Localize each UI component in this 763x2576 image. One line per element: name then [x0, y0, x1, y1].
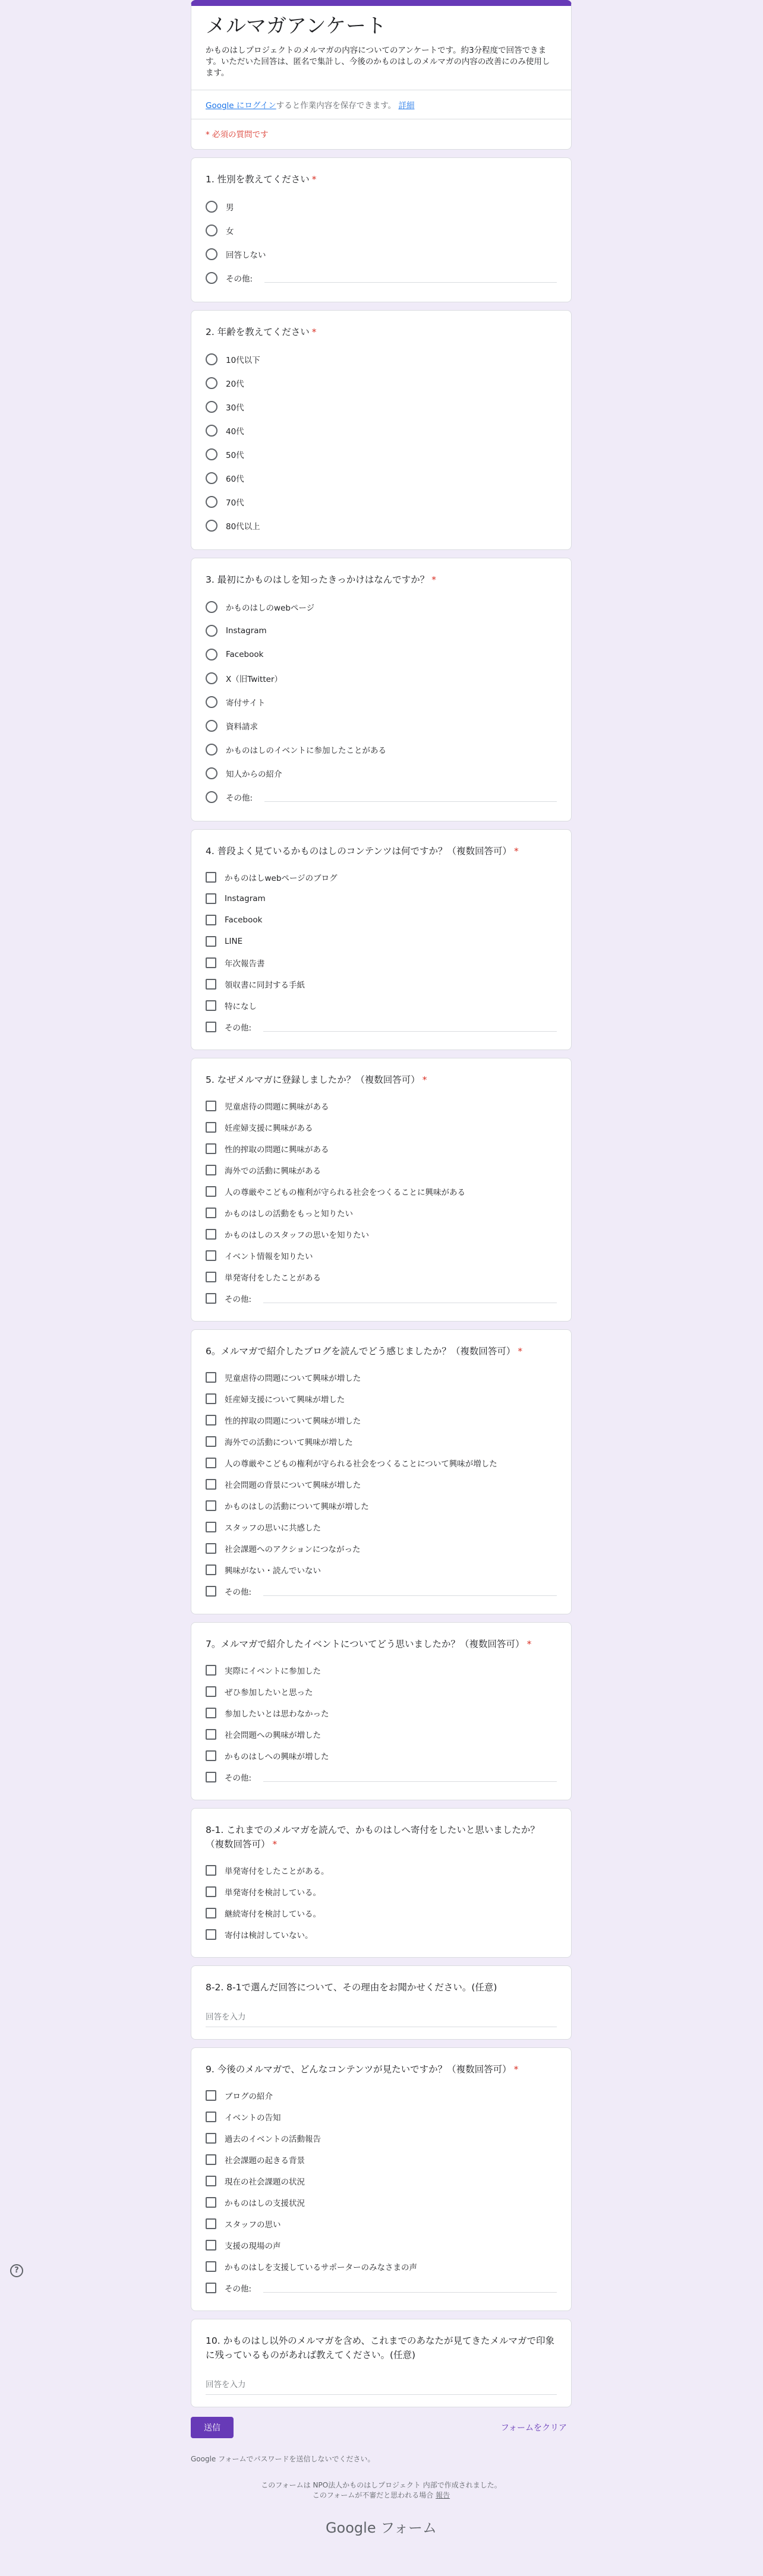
option-label: かものはしの支援状況 — [225, 2199, 305, 2208]
checkbox-option[interactable] — [206, 2149, 557, 2170]
option-label: かものはしを支援しているサポーターのみなさまの声 — [225, 2263, 417, 2272]
checkbox[interactable] — [206, 1436, 216, 1447]
checkbox[interactable] — [206, 1543, 216, 1554]
login-link[interactable]: Google にログイン — [206, 101, 276, 110]
radio-button[interactable] — [206, 201, 217, 213]
checkbox[interactable] — [206, 1908, 216, 1918]
option-label: 継続寄付を検討している。 — [225, 1910, 321, 1919]
radio-option[interactable] — [206, 514, 557, 538]
checkbox-option[interactable] — [206, 1367, 557, 1388]
checkbox-option[interactable] — [206, 1495, 557, 1516]
option-label: かものはしwebページのブログ — [225, 874, 338, 883]
option-label: その他: — [225, 1023, 252, 1033]
legal-notice — [191, 2480, 572, 2501]
checkbox-option[interactable] — [206, 1016, 557, 1038]
question-card — [191, 1808, 572, 1958]
option-label: 実際にイベントに参加した — [225, 1667, 321, 1676]
checkbox-option[interactable] — [206, 1581, 557, 1602]
option-label: その他: — [226, 274, 253, 284]
checkbox[interactable] — [206, 1250, 216, 1261]
required-asterisk: * — [422, 1074, 427, 1085]
option-label: 社会問題の背景について興味が増した — [225, 1481, 361, 1490]
required-asterisk: * — [513, 2064, 519, 2075]
option-label: 60代 — [226, 475, 244, 484]
checkbox-option[interactable] — [206, 909, 557, 931]
question-title — [206, 1980, 557, 1995]
checkbox-option[interactable] — [206, 1181, 557, 1202]
checkbox-option[interactable] — [206, 2106, 557, 2128]
option-label: 参加したいとは思わなかった — [225, 1709, 329, 1719]
required-asterisk: * — [431, 574, 436, 585]
other-text-input[interactable] — [263, 2283, 557, 2293]
option-label: 50代 — [226, 451, 244, 460]
form-title: メルマガアンケート — [206, 14, 386, 38]
checkbox-option[interactable] — [206, 1202, 557, 1224]
checkbox[interactable] — [206, 1022, 216, 1032]
answer-text-input[interactable]: 回答を入力 — [206, 2003, 557, 2027]
checkbox-option[interactable] — [206, 2085, 557, 2106]
checkbox[interactable] — [206, 979, 216, 990]
radio-button[interactable] — [206, 601, 217, 613]
checkbox[interactable] — [206, 936, 216, 947]
radio-button[interactable] — [206, 720, 217, 732]
legal-line-2 — [191, 2490, 572, 2501]
question-card — [191, 310, 572, 550]
option-label: 児童虐待の問題について興味が増した — [225, 1374, 361, 1383]
radio-button[interactable] — [206, 401, 217, 413]
option-label: 児童虐待の問題に興味がある — [225, 1102, 329, 1112]
required-asterisk: * — [311, 174, 317, 185]
required-asterisk: * — [518, 1346, 523, 1357]
radio-option[interactable] — [206, 466, 557, 490]
checkbox[interactable] — [206, 1229, 216, 1240]
option-label: 社会問題への興味が増した — [225, 1731, 321, 1740]
checkbox-option[interactable] — [206, 1660, 557, 1681]
radio-button[interactable] — [206, 496, 217, 508]
question-list — [191, 157, 572, 2407]
checkbox-option[interactable] — [206, 1224, 557, 1245]
radio-button[interactable] — [206, 272, 217, 284]
option-label: 20代 — [226, 380, 244, 389]
checkbox[interactable] — [206, 1729, 216, 1740]
question-title — [206, 1344, 557, 1358]
question-title — [206, 2334, 557, 2362]
login-detail-link[interactable]: 詳細 — [398, 101, 415, 110]
other-text-input[interactable] — [263, 1022, 557, 1032]
checkbox[interactable] — [206, 1564, 216, 1575]
option-label: 男 — [226, 203, 234, 213]
help-icon[interactable]: ? — [10, 2264, 23, 2277]
question-card — [191, 1622, 572, 1800]
option-label: かものはしへの興味が増した — [225, 1752, 329, 1762]
question-title-text: 6。メルマガで紹介したブログを読んでどう感じましたか？（複数回答可） — [206, 1346, 516, 1357]
option-label: かものはしのイベントに参加したことがある — [226, 746, 386, 756]
question-title — [206, 1073, 557, 1087]
radio-option[interactable] — [206, 419, 557, 442]
checkbox-option[interactable] — [206, 2277, 557, 2299]
legal-line-1: このフォームは NPO法人かものはしプロジェクト 内部で作成されました。 — [261, 2481, 502, 2489]
option-label: その他: — [225, 2284, 252, 2294]
option-label: X（旧Twitter） — [226, 675, 282, 684]
checkbox-option[interactable] — [206, 1681, 557, 1702]
answer-text-input[interactable]: 回答を入力 — [206, 2370, 557, 2395]
question-title-text: 3. 最初にかものはしを知ったきっかけはなんですか？ — [206, 574, 430, 585]
checkbox[interactable] — [206, 1372, 216, 1383]
required-asterisk: * — [272, 1839, 278, 1850]
checkbox[interactable] — [206, 2112, 216, 2122]
option-label: 単発寄付をしたことがある。 — [225, 1867, 329, 1876]
question-title-text: 1. 性別を教えてください — [206, 174, 310, 185]
radio-button[interactable] — [206, 377, 217, 389]
required-note: * 必須の質問です — [206, 130, 269, 140]
option-label: かものはしのスタッフの思いを知りたい — [225, 1231, 369, 1240]
option-label: 性的搾取の問題に興味がある — [225, 1145, 329, 1155]
checkbox-option[interactable] — [206, 1702, 557, 1724]
checkbox[interactable] — [206, 2090, 216, 2101]
checkbox[interactable] — [206, 1586, 216, 1597]
option-label: その他: — [226, 794, 253, 803]
checkbox-option[interactable] — [206, 1452, 557, 1474]
checkbox-option[interactable] — [206, 952, 557, 973]
checkbox-option[interactable] — [206, 1409, 557, 1431]
option-label: Facebook — [226, 650, 264, 659]
checkbox[interactable] — [206, 1929, 216, 1940]
radio-option[interactable] — [206, 666, 557, 690]
checkbox-option[interactable] — [206, 1724, 557, 1745]
option-label: 資料請求 — [226, 722, 258, 732]
question-title-text: 7。メルマガで紹介したイベントについてどう思いましたか？（複数回答可） — [206, 1639, 525, 1649]
checkbox[interactable] — [206, 1293, 216, 1304]
checkbox[interactable] — [206, 1186, 216, 1197]
option-label: 40代 — [226, 427, 244, 437]
password-note: Google フォームでパスワードを送信しないでください。 — [191, 2455, 375, 2463]
question-card — [191, 1058, 572, 1322]
checkbox[interactable] — [206, 1165, 216, 1175]
form-container — [191, 0, 572, 2537]
option-label: 回答しない — [226, 251, 266, 260]
radio-button[interactable] — [206, 625, 217, 637]
question-card — [191, 157, 572, 302]
option-label: ブログの紹介 — [225, 2092, 273, 2101]
checkbox-option[interactable] — [206, 1538, 557, 1559]
checkbox[interactable] — [206, 2176, 216, 2186]
radio-button[interactable] — [206, 649, 217, 660]
option-label: ぜひ参加したいと思った — [225, 1688, 313, 1698]
radio-option[interactable] — [206, 195, 557, 219]
option-label: 性的搾取の問題について興味が増した — [225, 1417, 361, 1426]
option-label: 寄付は検討していない。 — [225, 1931, 313, 1940]
checkbox[interactable] — [206, 2240, 216, 2251]
option-label: 人の尊厳やこどもの権利が守られる社会をつくることについて興味が増した — [225, 1459, 497, 1469]
question-card — [191, 2047, 572, 2311]
checkbox-option[interactable] — [206, 1474, 557, 1495]
required-asterisk: * — [526, 1639, 532, 1649]
checkbox-option[interactable] — [206, 1902, 557, 1924]
checkbox[interactable] — [206, 1479, 216, 1490]
question-title — [206, 844, 557, 858]
option-label: イベント情報を知りたい — [225, 1252, 313, 1262]
radio-option[interactable] — [206, 242, 557, 266]
checkbox[interactable] — [206, 872, 216, 883]
radio-button[interactable] — [206, 353, 217, 365]
google-forms-logo — [191, 2516, 572, 2537]
checkbox[interactable] — [206, 1886, 216, 1897]
checkbox[interactable] — [206, 1143, 216, 1154]
checkbox[interactable] — [206, 2218, 216, 2229]
checkbox-option[interactable] — [206, 2170, 557, 2192]
checkbox[interactable] — [206, 1522, 216, 1532]
required-asterisk: * — [513, 846, 519, 856]
checkbox-option[interactable] — [206, 1095, 557, 1117]
checkbox-option[interactable] — [206, 1138, 557, 1159]
checkbox[interactable] — [206, 2197, 216, 2208]
radio-option[interactable] — [206, 371, 557, 395]
required-asterisk: * — [311, 327, 317, 337]
checkbox-option[interactable] — [206, 1766, 557, 1788]
radio-button[interactable] — [206, 744, 217, 756]
option-label: 単発寄付をしたことがある — [225, 1273, 321, 1283]
option-label: 妊産婦支援について興味が増した — [225, 1395, 345, 1405]
question-title-text: 9. 今後のメルマガで、どんなコンテンツが見たいですか？（複数回答可） — [206, 2064, 512, 2075]
option-label: イベントの告知 — [225, 2113, 281, 2123]
radio-option[interactable] — [206, 690, 557, 714]
radio-option[interactable] — [206, 442, 557, 466]
checkbox-option[interactable] — [206, 2234, 557, 2256]
form-description: かものはしプロジェクトのメルマガの内容についてのアンケートです。約3分程度で回答できます。いただいた回答は、匿名で集計し、今後のかものはしのメルマガの内容の改善にのみ使用します。 — [206, 46, 550, 78]
option-label: 特になし — [225, 1002, 257, 1012]
brand-google: Google — [325, 2520, 376, 2536]
legal-line-2-text: このフォームが不審だと思われる場合 — [312, 2491, 434, 2499]
checkbox-option[interactable] — [206, 1559, 557, 1581]
radio-option[interactable] — [206, 266, 557, 290]
radio-option[interactable] — [206, 643, 557, 666]
option-label: LINE — [225, 937, 243, 946]
question-card — [191, 1329, 572, 1614]
report-link[interactable]: 報告 — [436, 2491, 450, 2499]
radio-option[interactable] — [206, 395, 557, 419]
option-label: 領収書に同封する手紙 — [225, 981, 305, 990]
checkbox-option[interactable] — [206, 1860, 557, 1881]
checkbox[interactable] — [206, 2261, 216, 2272]
option-label: 社会課題の起きる背景 — [225, 2156, 305, 2166]
checkbox[interactable] — [206, 1458, 216, 1468]
checkbox-option[interactable] — [206, 995, 557, 1016]
checkbox[interactable] — [206, 1665, 216, 1676]
question-title-text: 8-1. これまでのメルマガを読んで、かものはしへ寄付をしたいと思いましたか？（複数回答可） — [206, 1825, 540, 1850]
checkbox-option[interactable] — [206, 1245, 557, 1266]
login-text: すると作業内容を保存できます。 — [276, 101, 396, 110]
question-title-text: 8-2. 8-1で選んだ回答について、その理由をお聞かせください。(任意) — [206, 1982, 497, 1993]
submit-button[interactable]: 送信 — [191, 2417, 234, 2438]
checkbox[interactable] — [206, 2283, 216, 2293]
option-label: 70代 — [226, 498, 244, 508]
checkbox[interactable] — [206, 2154, 216, 2165]
question-title-text: 4. 普段よく見ているかものはしのコンテンツは何ですか？（複数回答可） — [206, 846, 512, 856]
checkbox-option[interactable] — [206, 867, 557, 888]
checkbox[interactable] — [206, 1865, 216, 1876]
option-label: スタッフの思いに共感した — [225, 1524, 321, 1533]
checkbox-option[interactable] — [206, 2213, 557, 2234]
radio-option[interactable] — [206, 219, 557, 242]
radio-button[interactable] — [206, 472, 217, 484]
option-label: 過去のイベントの活動報告 — [225, 2135, 321, 2144]
other-text-input[interactable] — [264, 792, 557, 802]
checkbox[interactable] — [206, 893, 216, 904]
form-footer — [191, 2417, 572, 2438]
option-label: 80代以上 — [226, 522, 260, 532]
checkbox-option[interactable] — [206, 2256, 557, 2277]
question-card — [191, 2319, 572, 2407]
option-label: その他: — [225, 1295, 252, 1304]
option-label: 現在の社会課題の状況 — [225, 2177, 305, 2187]
option-label: 興味がない・読んでいない — [225, 1566, 321, 1576]
form-header-card — [191, 0, 572, 150]
checkbox-option[interactable] — [206, 931, 557, 952]
checkbox-option[interactable] — [206, 1159, 557, 1181]
radio-option[interactable] — [206, 347, 557, 371]
checkbox-option[interactable] — [206, 2192, 557, 2213]
radio-option[interactable] — [206, 738, 557, 761]
radio-option[interactable] — [206, 761, 557, 785]
checkbox[interactable] — [206, 915, 216, 925]
option-label: スタッフの思い — [225, 2220, 281, 2230]
radio-button[interactable] — [206, 520, 217, 532]
option-label: 知人からの紹介 — [226, 770, 282, 779]
option-label: Facebook — [225, 915, 263, 925]
checkbox[interactable] — [206, 1708, 216, 1718]
checkbox-option[interactable] — [206, 973, 557, 995]
radio-option[interactable] — [206, 595, 557, 619]
radio-button[interactable] — [206, 672, 217, 684]
question-card — [191, 558, 572, 821]
radio-button[interactable] — [206, 791, 217, 803]
question-title — [206, 2062, 557, 2076]
option-label: Instagram — [225, 894, 266, 903]
checkbox-option[interactable] — [206, 1388, 557, 1409]
option-label: その他: — [225, 1774, 252, 1783]
checkbox[interactable] — [206, 1393, 216, 1404]
checkbox[interactable] — [206, 1750, 216, 1761]
other-text-input[interactable] — [263, 1586, 557, 1596]
radio-button[interactable] — [206, 248, 217, 260]
question-card — [191, 1965, 572, 2040]
radio-option[interactable] — [206, 785, 557, 809]
question-title-text: 2. 年齢を教えてください — [206, 327, 310, 337]
radio-option[interactable] — [206, 490, 557, 514]
option-label: 女 — [226, 227, 234, 236]
option-label: かものはしのwebページ — [226, 603, 315, 613]
checkbox-option[interactable] — [206, 2128, 557, 2149]
option-label: その他: — [225, 1588, 252, 1597]
question-title — [206, 172, 557, 187]
option-label: 支援の現場の声 — [225, 2242, 281, 2251]
checkbox[interactable] — [206, 957, 216, 968]
checkbox-option[interactable] — [206, 1881, 557, 1902]
option-label: かものはしの活動をもっと知りたい — [225, 1209, 353, 1219]
checkbox[interactable] — [206, 2133, 216, 2144]
checkbox-option[interactable] — [206, 1745, 557, 1766]
option-label: 社会課題へのアクションにつながった — [225, 1545, 361, 1554]
option-label: 30代 — [226, 403, 244, 413]
other-text-input[interactable] — [263, 1772, 557, 1782]
question-title — [206, 325, 557, 339]
clear-form-button[interactable]: フォームをクリア — [500, 2423, 567, 2433]
radio-button[interactable] — [206, 696, 217, 708]
radio-button[interactable] — [206, 425, 217, 437]
option-label: 妊産婦支援に興味がある — [225, 1124, 313, 1133]
checkbox[interactable] — [206, 1686, 216, 1697]
question-title — [206, 573, 557, 587]
checkbox[interactable] — [206, 1208, 216, 1218]
other-text-input[interactable] — [263, 1294, 557, 1303]
radio-button[interactable] — [206, 767, 217, 779]
option-label: 人の尊厳やこどもの権利が守られる社会をつくることに興味がある — [225, 1188, 465, 1197]
login-row — [206, 90, 557, 119]
option-label: 海外での活動について興味が増した — [225, 1438, 353, 1447]
checkbox-option[interactable] — [206, 1266, 557, 1288]
checkbox[interactable] — [206, 1772, 216, 1782]
option-label: Instagram — [226, 626, 267, 636]
radio-button[interactable] — [206, 448, 217, 460]
checkbox-option[interactable] — [206, 1431, 557, 1452]
checkbox[interactable] — [206, 1415, 216, 1426]
checkbox-option[interactable] — [206, 1924, 557, 1945]
option-label: 10代以下 — [226, 356, 260, 365]
checkbox-option[interactable] — [206, 888, 557, 909]
radio-option[interactable] — [206, 619, 557, 643]
checkbox-option[interactable] — [206, 1117, 557, 1138]
checkbox[interactable] — [206, 1000, 216, 1011]
checkbox-option[interactable] — [206, 1288, 557, 1309]
option-label: 年次報告書 — [225, 959, 265, 969]
option-label: 寄付サイト — [226, 698, 266, 708]
question-title-text: 5. なぜメルマガに登録しましたか？（複数回答可） — [206, 1074, 420, 1085]
option-label: 海外での活動に興味がある — [225, 1167, 321, 1176]
checkbox[interactable] — [206, 1101, 216, 1111]
radio-option[interactable] — [206, 714, 557, 738]
brand-forms: フォーム — [380, 2520, 437, 2536]
question-title-text: 10. かものはし以外のメルマガを含め、これまでのあなたが見てきたメルマガで印象に残っているものがあれば教えてください。(任意) — [206, 2335, 554, 2360]
checkbox[interactable] — [206, 1500, 216, 1511]
question-title — [206, 1823, 557, 1851]
checkbox[interactable] — [206, 1122, 216, 1133]
radio-button[interactable] — [206, 225, 217, 236]
checkbox-option[interactable] — [206, 1516, 557, 1538]
option-label: 単発寄付を検討している。 — [225, 1888, 321, 1898]
checkbox[interactable] — [206, 1272, 216, 1282]
option-label: かものはしの活動について興味が増した — [225, 1502, 369, 1512]
question-title — [206, 1637, 557, 1651]
other-text-input[interactable] — [264, 273, 557, 283]
question-card — [191, 829, 572, 1050]
